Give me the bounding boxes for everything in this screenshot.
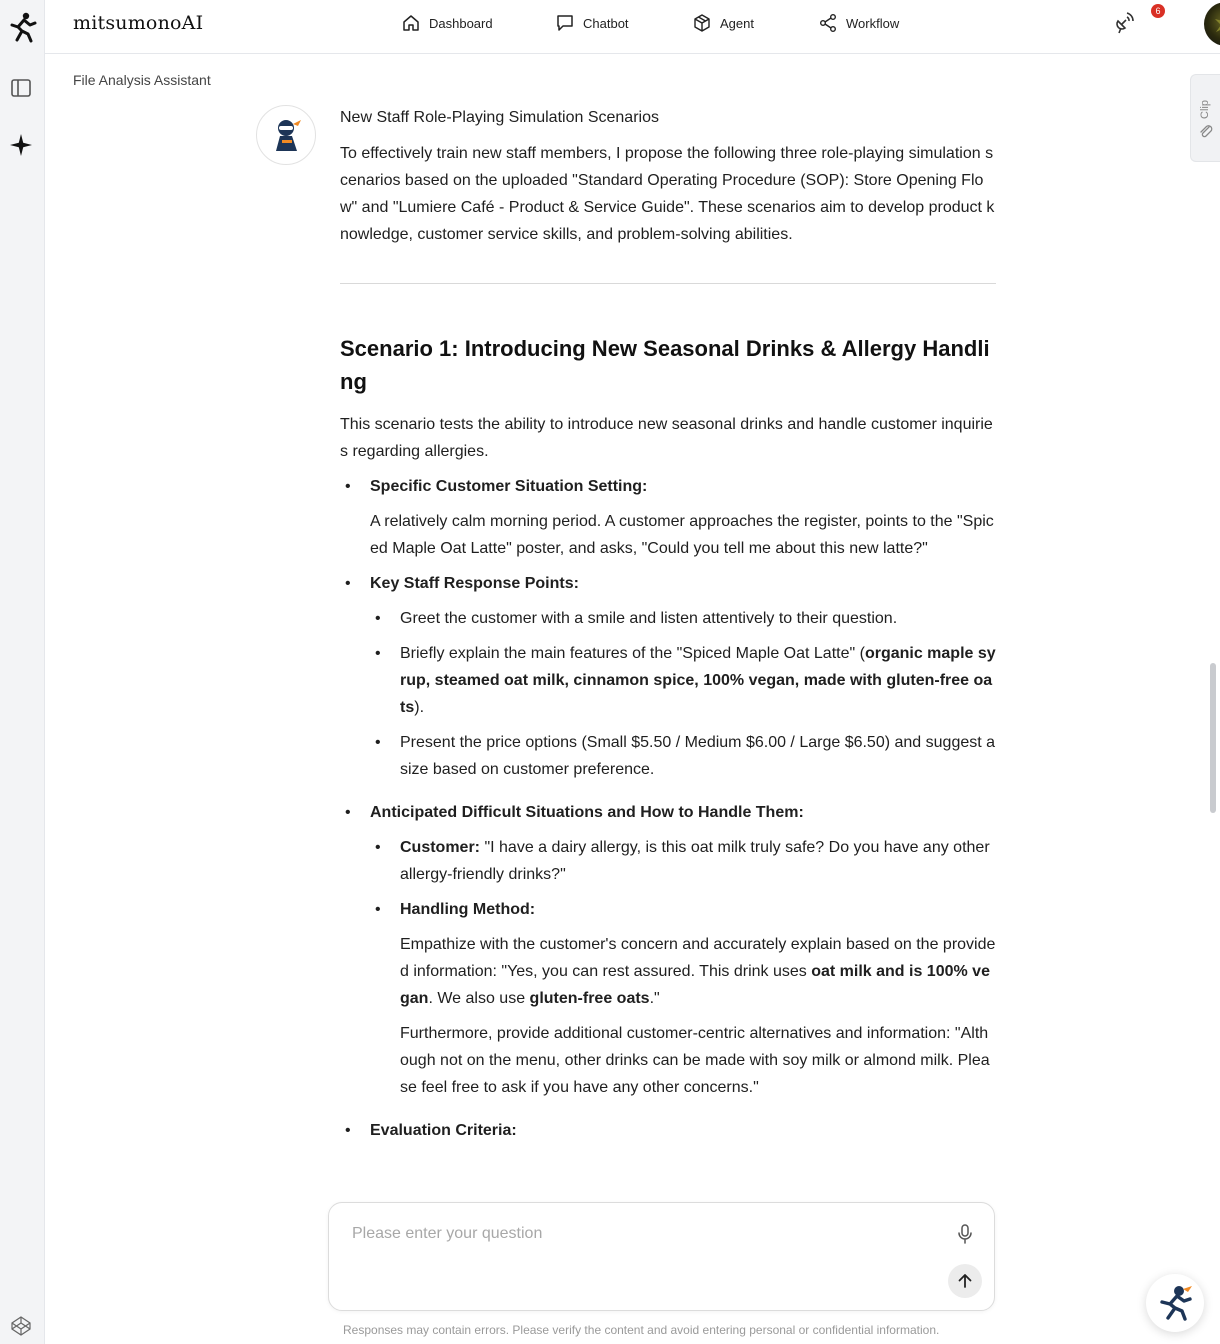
send-button[interactable] xyxy=(948,1264,982,1298)
text: . We also use xyxy=(428,990,530,1007)
notification-button[interactable] xyxy=(1109,8,1137,36)
situation-text: A relatively calm morning period. A customer approaches the register, points to the "Spiced Maple Oat Latte" poster, and asks, "Could you tell me about this new latte?" xyxy=(370,513,994,557)
list-item xyxy=(370,896,996,1101)
runner-logo-icon[interactable] xyxy=(4,10,40,46)
cube-icon xyxy=(692,13,712,33)
nav-chatbot[interactable] xyxy=(555,13,629,33)
nav-label: Dashboard xyxy=(429,15,493,31)
list-item xyxy=(340,799,996,1101)
brand-name: mitsumonoAI xyxy=(73,12,204,34)
scenario-description: This scenario tests the ability to introduce new seasonal drinks and handle customer inquiries regarding allergies. xyxy=(340,416,993,460)
top-bar xyxy=(45,0,1220,54)
question-input[interactable] xyxy=(352,1225,912,1243)
response-list xyxy=(370,605,996,783)
scrollbar-thumb[interactable] xyxy=(1210,663,1216,813)
divider xyxy=(340,283,996,284)
evaluation-label: Evaluation Criteria: xyxy=(370,1122,517,1139)
list-item: • Present the price options (Small $5.50 / Medium $6.00 / Large $6.50) and suggest a size based on customer preference. xyxy=(370,729,996,783)
situation-label: Specific Customer Situation Setting: xyxy=(370,478,648,495)
text: ). xyxy=(414,699,425,716)
chat-icon xyxy=(555,13,575,33)
list-item xyxy=(370,640,996,721)
text: ." xyxy=(649,990,660,1007)
scenario-list xyxy=(340,473,996,1144)
clip-label: Clip xyxy=(1199,100,1211,119)
arrow-up-icon xyxy=(956,1272,974,1290)
share-icon xyxy=(818,13,838,33)
sidebar-toggle-icon[interactable] xyxy=(8,75,34,101)
text: Empathize with the customer's concern and accurately explain based on the provided information: "Yes, you can rest assured. This drink uses xyxy=(400,936,996,980)
assistant-helper-button[interactable] xyxy=(1146,1274,1204,1332)
response-label: Key Staff Response Points: xyxy=(370,575,579,592)
microphone-icon xyxy=(953,1222,977,1246)
nav-workflow[interactable] xyxy=(818,13,899,33)
nav-dashboard[interactable] xyxy=(401,13,493,33)
difficult-label: Anticipated Difficult Situations and How to Handle Them: xyxy=(370,804,804,821)
list-item xyxy=(340,1117,996,1144)
list-item xyxy=(340,570,996,783)
satellite-icon xyxy=(1109,8,1137,36)
difficult-list xyxy=(370,834,996,1101)
text-bold: oat milk and is 100% vegan xyxy=(400,963,990,1007)
customer-text: "I have a dairy allergy, is this oat milk truly safe? Do you have any other allergy-friendly drinks?" xyxy=(400,839,990,883)
notification-badge: 6 xyxy=(1151,4,1165,18)
chat-composer xyxy=(328,1202,995,1311)
text-bold: organic maple syrup, steamed oat milk, cinnamon spice, 100% vegan, made with gluten-free oats xyxy=(400,645,996,716)
codepen-icon[interactable] xyxy=(8,1313,34,1339)
bot-avatar xyxy=(256,105,316,165)
clip-tab[interactable] xyxy=(1190,74,1220,162)
ninja-mascot-icon xyxy=(266,115,306,155)
message-heading: New Staff Role-Playing Simulation Scenarios xyxy=(340,109,659,126)
list-item xyxy=(340,473,996,562)
text: Briefly explain the main features of the "Spiced Maple Oat Latte" ( xyxy=(400,645,865,662)
scenario-title: Scenario 1: Introducing New Seasonal Drinks & Allergy Handling xyxy=(340,336,990,394)
nav-label: Workflow xyxy=(846,15,900,31)
list-item xyxy=(370,834,996,888)
handling-label: Handling Method: xyxy=(400,901,536,918)
microphone-button[interactable] xyxy=(953,1222,977,1246)
paperclip-icon xyxy=(1198,123,1214,139)
left-rail xyxy=(0,0,45,1344)
home-icon xyxy=(401,13,421,33)
sparkle-icon[interactable] xyxy=(8,132,34,158)
handling-paragraph: Furthermore, provide additional customer-centric alternatives and information: "Although not on the menu, other drinks can be made with soy milk or almond milk. Please feel free to ask if you have any other concerns." xyxy=(400,1025,990,1096)
nav-label: Agent xyxy=(720,15,754,31)
list-item: • Greet the customer with a smile and listen attentively to their question. xyxy=(370,605,996,632)
customer-label: Customer: xyxy=(400,839,481,856)
handling-paragraph xyxy=(400,931,996,1012)
message-intro: To effectively train new staff members, I propose the following three role-playing simulation scenarios based on the uploaded "Standard Operating Procedure (SOP): Store Opening Flow" and "Lumiere Café - Product & Service Guide". These scenarios aim to develop product knowledge, customer service skills, and problem-solving abilities. xyxy=(340,145,995,243)
page-title: File Analysis Assistant xyxy=(73,72,211,88)
text-bold: gluten-free oats xyxy=(529,990,650,1007)
ninja-runner-icon xyxy=(1155,1283,1195,1323)
user-avatar[interactable] xyxy=(1204,2,1220,46)
assistant-message xyxy=(340,106,996,1144)
nav-agent[interactable] xyxy=(692,13,754,33)
nav-label: Chatbot xyxy=(583,15,629,31)
disclaimer-text: Responses may contain errors. Please verify the content and avoid entering personal or confidential information. xyxy=(343,1323,940,1337)
